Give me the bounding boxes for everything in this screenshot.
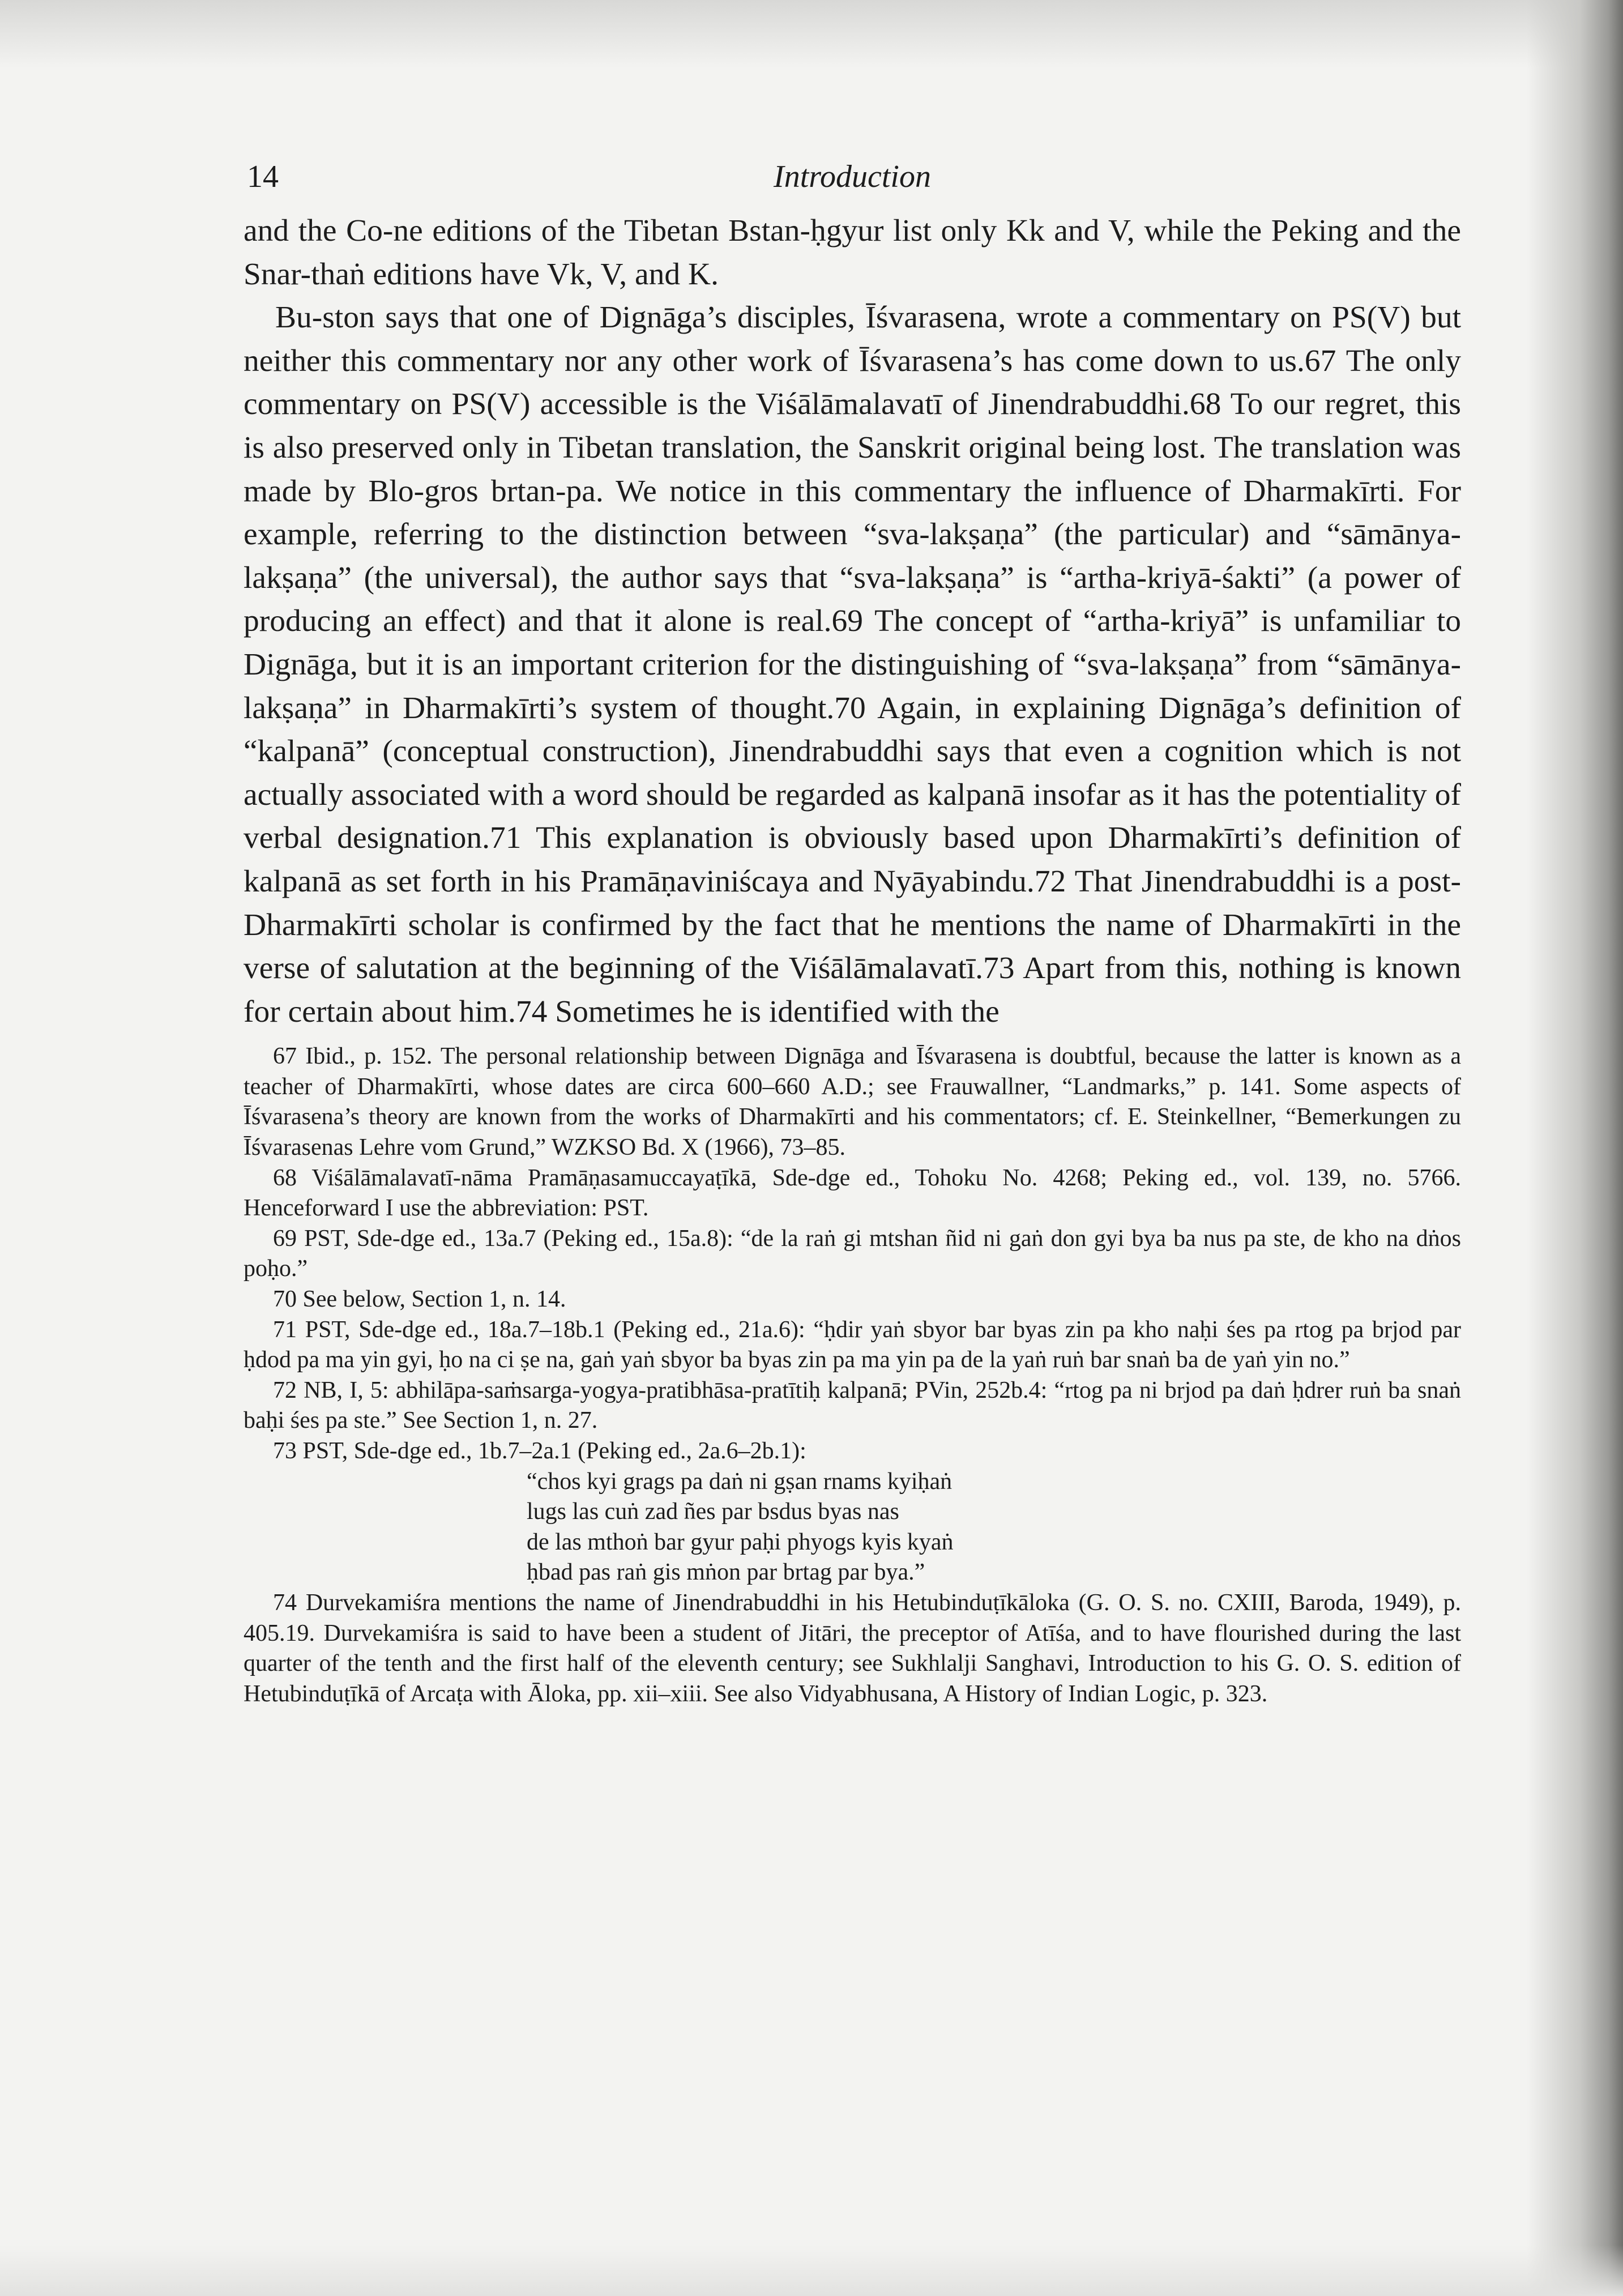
verse-line: lugs las cuṅ zad ñes par bsdus byas nas: [527, 1499, 899, 1525]
verse-line: ḥbad pas raṅ gis mṅon par brtag par bya.”: [527, 1559, 925, 1586]
footnote-74: 74 Durvekamiśra mentions the name of Jinendrabuddhi in his Hetubinduṭīkāloka (G. O. S. no. CXIII, Baroda, 1949), p. 405.19. Durvekamiśra is said to have been a student of Jitāri, the preceptor of Atīśa, and to have flourished during the last quarter of the tenth and the first half of the eleventh century; see Sukhlalji Sanghavi, Introduction to his G. O. S. edition of Hetubinduṭīkā of Arcaṭa with Āloka, pp. xii–xiii. See also Vidyabhusana, A History of Indian Logic, p. 323.: [244, 1589, 1461, 1707]
scan-bottom-shade: [0, 2245, 1623, 2296]
footnotes: [244, 1042, 1461, 1709]
main-text: [244, 210, 1461, 1034]
footnote-73: 73 PST, Sde-dge ed., 1b.7–2a.1 (Peking ed., 2a.6–2b.1):: [273, 1438, 806, 1464]
verse-line: de las mthoṅ bar gyur paḥi phyogs kyis kyaṅ: [527, 1529, 954, 1555]
page-header: [244, 159, 1461, 210]
footnote-69: 69 PST, Sde-dge ed., 13a.7 (Peking ed., 15a.8): “de la raṅ gi mtshan ñid ni gaṅ don gyi bya ba nus pa ste, de kho na dṅos poḥo.”: [244, 1225, 1461, 1282]
scan-binding-edge: [1527, 0, 1623, 2296]
paragraph: Bu-ston says that one of Dignāga’s disciples, Īśvarasena, wrote a commentary on PS(V) but neither this commentary nor any other work of Īśvarasena’s has come down to us.67 The only commentary on PS(V) accessible is the Viśālāmalavatī of Jinendrabuddhi.68 To our regret, this is also preserved only in Tibetan translation, the Sanskrit original being lost. The translation was made by Blo-gros brtan-pa. We notice in this commentary the influence of Dharmakīrti. For example, referring to the distinction between “sva-lakṣaṇa” (the particular) and “sāmānya-lakṣaṇa” (the universal), the author says that “sva-lakṣaṇa” is “artha-kriyā-śakti” (a power of producing an effect) and that it alone is real.69 The concept of “artha-kriyā” is unfamiliar to Dignāga, but it is an important criterion for the distinguishing of “sva-lakṣaṇa” from “sāmānya-lakṣaṇa” in Dharmakīrti’s system of thought.70 Again, in explaining Dignāga’s definition of “kalpanā” (conceptual construction), Jinendrabuddhi says that even a cognition which is not actually associated with a word should be regarded as kalpanā insofar as it has the potentiality of verbal designation.71 This explanation is obviously based upon Dharmakīrti’s definition of kalpanā as set forth in his Pramāṇaviniścaya and Nyāyabindu.72 That Jinendrabuddhi is a post-Dharmakīrti scholar is confirmed by the fact that he mentions the name of Dharmakīrti in the verse of salutation at the beginning of the Viśālāmalavatī.73 Apart from this, nothing is known for certain about him.74 Sometimes he is identified with the: [244, 300, 1461, 1029]
verse-line: “chos kyi grags pa daṅ ni gṣan rnams kyiḥaṅ: [527, 1468, 953, 1495]
book-page: [244, 159, 1461, 1709]
quoted-verse: [244, 1467, 1461, 1588]
footnote-67: 67 Ibid., p. 152. The personal relationship between Dignāga and Īśvarasena is doubtful, because the latter is known as a teacher of Dharmakīrti, whose dates are circa 600–660 A.D.; see Frauwallner, “Landmarks,” p. 141. Some aspects of Īśvarasena’s theory are known from the works of Dharmakīrti and his commentators; cf. E. Steinkellner, “Bemerkungen zu Īśvarasenas Lehre vom Grund,” WZKSO Bd. X (1966), 73–85.: [244, 1043, 1461, 1161]
page-number: 14: [247, 159, 279, 194]
scan-top-shadow: [0, 0, 1623, 68]
running-head: Introduction: [774, 159, 931, 194]
footnote-71: 71 PST, Sde-dge ed., 18a.7–18b.1 (Peking ed., 21a.6): “ḥdir yaṅ sbyor bar byas zin pa kho naḥi śes pa rtog pa brjod par ḥdod pa ma yin gyi, ḥo na ci ṣe na, gaṅ yaṅ sbyor ba byas zin pa ma yin pa de la yaṅ ruṅ bar snaṅ ba de yaṅ yin no.”: [244, 1316, 1461, 1373]
paragraph: and the Co-ne editions of the Tibetan Bstan-ḥgyur list only Kk and V, while the Peking and the Snar-thaṅ editions have Vk, V, and K.: [244, 214, 1461, 292]
footnote-68: 68 Viśālāmalavatī-nāma Pramāṇasamuccayaṭīkā, Sde-dge ed., Tohoku No. 4268; Peking ed., vol. 139, no. 5766. Henceforward I use the abbreviation: PST.: [244, 1164, 1461, 1222]
footnote-70: 70 See below, Section 1, n. 14.: [273, 1286, 566, 1313]
footnote-72: 72 NB, I, 5: abhilāpa-saṁsarga-yogya-pratibhāsa-pratītiḥ kalpanā; PVin, 252b.4: “rtog pa ni brjod pa daṅ ḥdrer ruṅ ba snaṅ baḥi śes pa ste.” See Section 1, n. 27.: [244, 1377, 1461, 1434]
